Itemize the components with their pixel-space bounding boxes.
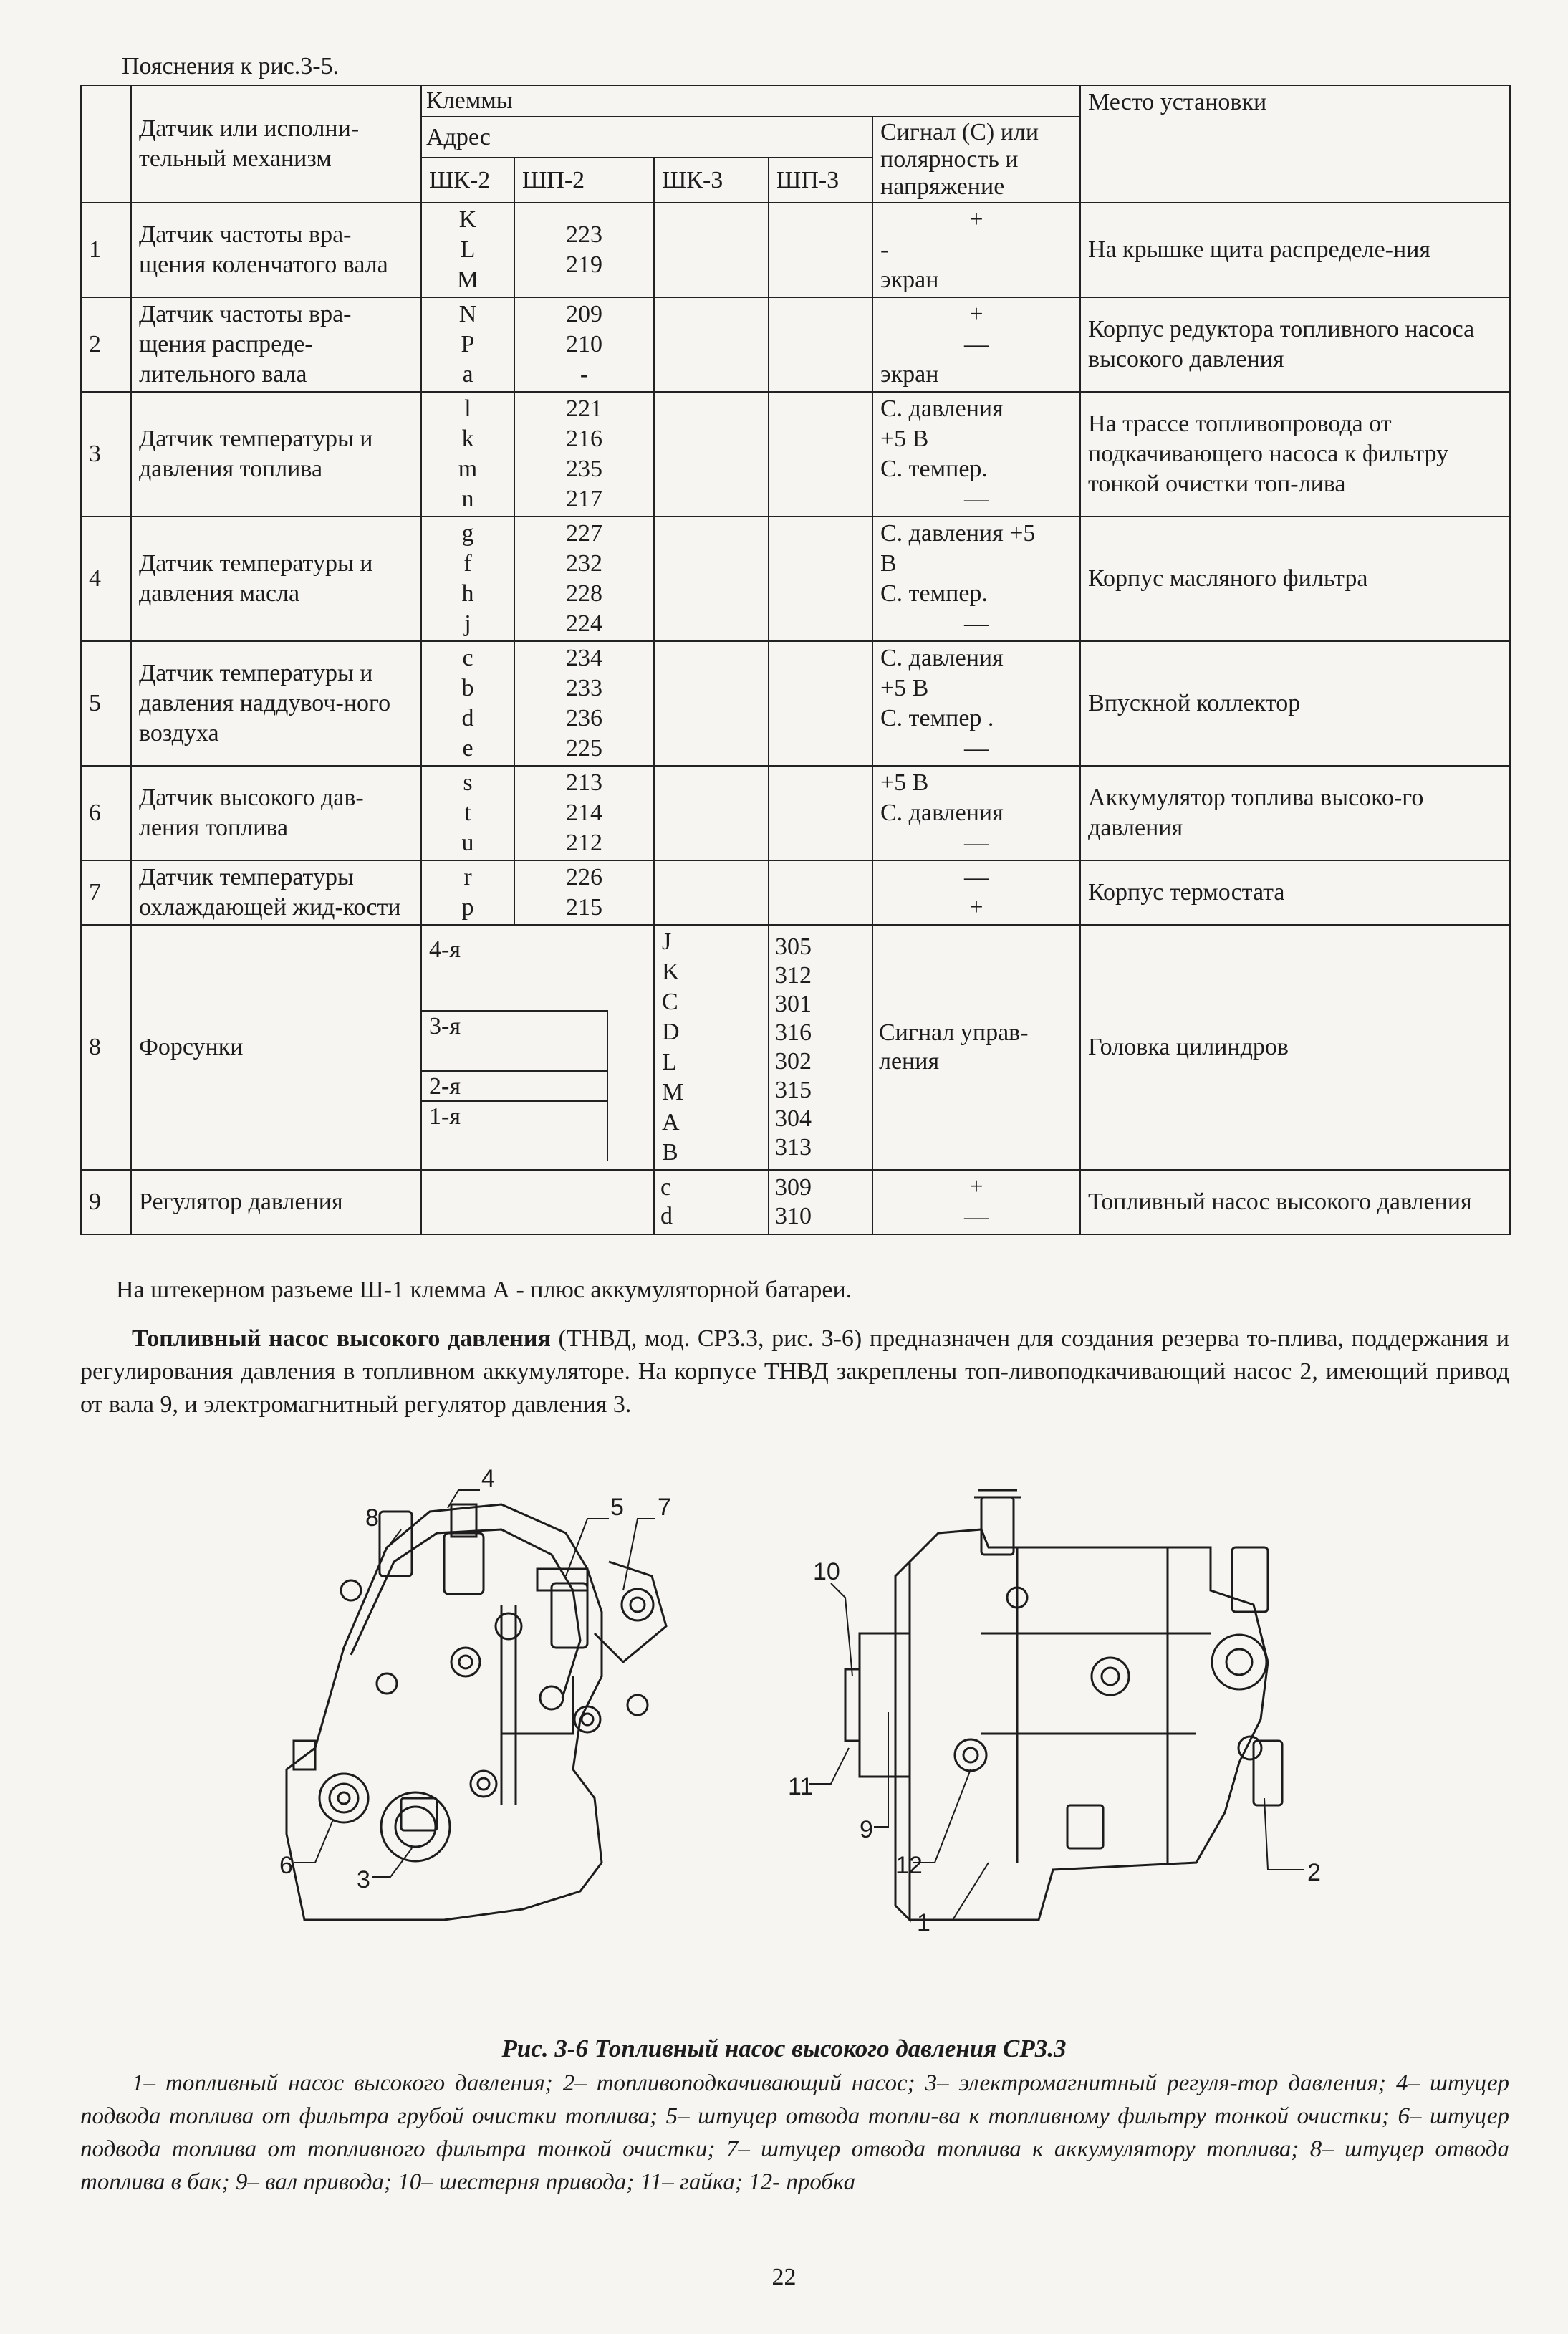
row-shk3-line: D (662, 1019, 680, 1045)
row-device: Датчик высокого дав-ления топлива (131, 766, 421, 860)
row-shp2-line: 224 (566, 610, 602, 637)
row-shk2-line: p (461, 894, 474, 921)
connector-note: На штекерном разъеме Ш-1 клемма А - плюс аккумуляторной батареи. (116, 1277, 852, 1303)
row-shk2-line: r (463, 864, 472, 890)
row-shp3-line: 312 (775, 962, 812, 989)
row-shk2 (421, 1170, 654, 1234)
row-shp3 (769, 641, 872, 766)
row-device: Регулятор давления (131, 1170, 421, 1234)
figure-label-9: 9 (860, 1816, 873, 1843)
row-shk2-line: d (461, 705, 474, 731)
row-signal-line: В (880, 550, 897, 577)
figure-label-8: 8 (365, 1504, 379, 1532)
row-shk2-line: u (461, 830, 474, 856)
row-shk3 (654, 392, 769, 517)
row-shp3 (769, 517, 872, 641)
row-signal (872, 392, 1080, 517)
row-shp2-line: 223 (566, 221, 602, 248)
row-signal-line: — (964, 331, 989, 357)
row-signal-line: +5 В (880, 675, 929, 701)
row-signal-line: С. давления +5 (880, 520, 1036, 547)
row-shp2-line: 225 (566, 735, 602, 762)
row-device: Датчик частоты вра-щения коленчатого вала (131, 203, 421, 297)
row-signal (872, 641, 1080, 766)
row-shk3-line: A (662, 1109, 680, 1135)
row-shp2-line: 221 (566, 395, 602, 422)
row-signal: Сигнал управ-ления (872, 925, 1080, 1170)
row-shp2 (514, 297, 654, 392)
row-location: Головка цилиндров (1080, 925, 1510, 1170)
row-shk3 (654, 1170, 769, 1234)
row-shk3-line: K (662, 959, 680, 985)
row-shk2-line: a (462, 361, 473, 388)
row-shp2 (514, 860, 654, 925)
row-shp3 (769, 925, 872, 1170)
row-signal-line: - (880, 236, 889, 263)
row-shk2 (421, 641, 514, 766)
row-shk2-line: j (464, 610, 471, 637)
row-shk2-line: m (458, 456, 478, 482)
row-shp3 (769, 203, 872, 297)
row-location: Корпус редуктора топливного насоса высокого давления (1080, 297, 1510, 392)
row-signal (872, 766, 1080, 860)
row-shk2-line: e (462, 735, 473, 762)
row-shp3 (769, 1170, 872, 1234)
table-row (81, 860, 1510, 925)
row-shk2-line: h (461, 580, 474, 607)
row-shk3-line: c (660, 1174, 672, 1201)
row-shk3-line: B (662, 1139, 678, 1166)
sensor-table (80, 85, 1511, 1235)
row-location: Топливный насос высокого давления (1080, 1170, 1510, 1234)
table-row (81, 203, 1510, 297)
table-row (81, 641, 1510, 766)
row-shk3 (654, 297, 769, 392)
row-shp2-line: 216 (566, 426, 602, 452)
row-shk2-line: K (458, 206, 477, 233)
row-shk3-line: C (662, 989, 678, 1015)
row-shp2-line: 228 (566, 580, 602, 607)
figure-label-7: 7 (658, 1494, 671, 1521)
row-signal-line: — (964, 830, 989, 856)
row-shp2-line: 235 (566, 456, 602, 482)
row-shp3-line: 310 (775, 1203, 812, 1229)
figure-label-2: 2 (1307, 1859, 1321, 1886)
row-signal (872, 1170, 1080, 1234)
pump-description-rest: (ТНВД, мод. СР3.3, рис. 3-6) предназначен для создания резерва то-плива, поддержания и регулирования давления в топливном аккумуляторе. На корпусе ТНВД закреплены топ-ливоподкачивающий насос 2, имеющий привод от вала 9, и электромагнитный регулятор давления 3. (80, 1325, 1509, 1418)
row-shk2-line: k (461, 426, 474, 452)
figure-label-4: 4 (481, 1465, 495, 1492)
row-signal-line: — (964, 1204, 989, 1230)
row-shp3-line: 305 (775, 933, 812, 960)
row-shp3-line: 309 (775, 1174, 812, 1201)
row-shp2 (514, 392, 654, 517)
row-location: На крышке щита распределе-ния (1080, 203, 1510, 297)
header-address: Адрес (421, 117, 872, 158)
row-signal-line: — (964, 864, 989, 890)
row-shp3-line: 316 (775, 1019, 812, 1046)
row-shp3-line: 302 (775, 1048, 812, 1075)
row-shk3-line: J (662, 928, 672, 955)
header-device: Датчик или исполни-тельный механизм (131, 85, 421, 203)
row-shk2-line: b (461, 675, 474, 701)
row-num: 3 (81, 392, 131, 517)
pump-front-view (287, 1490, 666, 1920)
row-shk2-line: L (460, 236, 476, 263)
row-device: Форсунки (131, 925, 421, 1170)
header-shk3: ШК-3 (654, 158, 769, 203)
row-signal (872, 297, 1080, 392)
row-signal-line: + (969, 206, 983, 233)
row-signal-line: + (969, 301, 983, 327)
row-signal-line: + (969, 1173, 983, 1200)
row-signal-line: — (964, 486, 989, 512)
row-shk2-line: c (462, 645, 473, 671)
row-shp2-line: 214 (566, 799, 602, 826)
row-num: 1 (81, 203, 131, 297)
row-shp2 (514, 641, 654, 766)
row-shk3 (654, 641, 769, 766)
row-shp2 (514, 766, 654, 860)
row-shk2 (421, 860, 514, 925)
pump-side-view (809, 1490, 1304, 1920)
row-shp2 (514, 203, 654, 297)
row-shp2-line: 210 (566, 331, 602, 357)
row-shk2-line: t (464, 799, 471, 826)
row-shk3-line: d (660, 1203, 673, 1229)
row-shp2-line: 234 (566, 645, 602, 671)
row-shp2-line: 217 (566, 486, 602, 512)
row-location: На трассе топливопровода от подкачивающего насоса к фильтру тонкой очистки топ-лива (1080, 392, 1510, 517)
figure-title: Рис. 3-6 Топливный насос высокого давления СР3.3 (501, 2035, 1067, 2062)
row-device: Датчик частоты вра-щения распреде-лительного вала (131, 297, 421, 392)
row-num: 7 (81, 860, 131, 925)
table-row (81, 517, 1510, 641)
row-signal-line: С. давления (880, 645, 1004, 671)
row-cylinders (421, 925, 654, 1170)
row-location: Аккумулятор топлива высоко-го давления (1080, 766, 1510, 860)
row-shp2 (514, 517, 654, 641)
row-num: 9 (81, 1170, 131, 1234)
cylinder-label: 1-я (422, 1100, 608, 1161)
row-device: Датчик температуры и давления наддувоч-ного воздуха (131, 641, 421, 766)
row-num: 8 (81, 925, 131, 1170)
row-shp3 (769, 860, 872, 925)
header-num (81, 85, 131, 203)
row-shk2-line: l (464, 395, 471, 422)
row-signal-line: С. давления (880, 395, 1004, 422)
row-shp3-line: 315 (775, 1077, 812, 1103)
table-row (81, 925, 1510, 1170)
row-shk3 (654, 925, 769, 1170)
row-signal-line: +5 В (880, 426, 929, 452)
row-signal (872, 203, 1080, 297)
table-row (81, 766, 1510, 860)
row-shk2-line: g (461, 520, 474, 547)
row-shp3 (769, 297, 872, 392)
header-location: Место установки (1080, 85, 1510, 203)
pump-drawing (265, 1461, 1368, 2020)
row-location: Впускной коллектор (1080, 641, 1510, 766)
row-location: Корпус термостата (1080, 860, 1510, 925)
row-shk3 (654, 860, 769, 925)
row-shk2-line: N (458, 301, 477, 327)
row-device: Датчик температуры и давления топлива (131, 392, 421, 517)
row-shk2-line: s (463, 769, 473, 796)
row-shp2-line: 212 (566, 830, 602, 856)
row-shk2 (421, 766, 514, 860)
row-shk2 (421, 517, 514, 641)
row-shk3-line: L (662, 1049, 677, 1075)
row-signal-line: С. темпер . (880, 705, 994, 731)
row-shk2-line: n (461, 486, 474, 512)
figure-label-5: 5 (610, 1494, 624, 1521)
table-caption: Пояснения к рис.3-5. (122, 53, 340, 80)
row-signal-line: экран (880, 266, 939, 293)
row-location: Корпус масляного фильтра (1080, 517, 1510, 641)
row-signal-line: + (969, 894, 983, 921)
table-row (81, 297, 1510, 392)
header-shp2: ШП-2 (514, 158, 654, 203)
row-shk2-line: M (456, 266, 479, 293)
figure-label-1: 1 (917, 1909, 930, 1936)
row-shp2-line: - (579, 361, 589, 388)
figure-label-12: 12 (895, 1852, 923, 1879)
row-shk2-line: P (461, 331, 475, 357)
row-shk2 (421, 392, 514, 517)
figure-label-11: 11 (788, 1773, 814, 1800)
row-signal-line: +5 В (880, 769, 929, 796)
row-signal-line: экран (880, 361, 939, 388)
cylinder-label: 4-я (429, 936, 461, 963)
page-number: 22 (771, 2264, 797, 2290)
header-shk2: ШК-2 (421, 158, 514, 203)
row-shp2-line: 213 (566, 769, 602, 796)
row-shp2-line: 215 (566, 894, 602, 921)
row-shk3-line: M (662, 1079, 684, 1105)
row-shk2 (421, 297, 514, 392)
row-shp3-line: 304 (775, 1105, 812, 1132)
row-num: 2 (81, 297, 131, 392)
cylinder-label: 3-я (422, 1010, 608, 1070)
row-num: 5 (81, 641, 131, 766)
figure-label-3: 3 (357, 1866, 370, 1893)
row-shp2-line: 209 (566, 301, 602, 327)
row-shp2-line: 226 (566, 864, 602, 890)
row-shp2-line: 227 (566, 520, 602, 547)
cylinder-label: 2-я (422, 1070, 608, 1100)
row-shp2-line: 219 (566, 251, 602, 278)
row-signal-line: — (964, 610, 989, 637)
row-shp3 (769, 392, 872, 517)
header-clamps: Клеммы (421, 85, 1080, 117)
row-device: Датчик температуры охлаждающей жид-кости (131, 860, 421, 925)
row-signal-line: С. темпер. (880, 456, 988, 482)
row-shk3 (654, 203, 769, 297)
table-row (81, 392, 1510, 517)
figure-label-6: 6 (279, 1852, 293, 1879)
row-shp3-line: 313 (775, 1134, 812, 1161)
figure-legend: 1– топливный насос высокого давления; 2– топливоподкачивающий насос; 3– электромагнитный регуля-тор давления; 4– штуцер подвода топлива от фильтра грубой очистки топлива; 5– штуцер отвода топли-ва к топливному фильтру тонкой очистки; 6– штуцер подвода топлива от топливного фильтра тонкой очистки; 7– штуцер отвода топлива к аккумулятору топлива; 8– штуцер отвода топлива в бак; 9– вал привода; 10– шестерня привода; 11– гайка; 12- пробка (80, 2070, 1509, 2195)
row-num: 4 (81, 517, 131, 641)
row-signal-line: С. темпер. (880, 580, 988, 607)
row-num: 6 (81, 766, 131, 860)
row-shk3 (654, 517, 769, 641)
row-shp3 (769, 766, 872, 860)
pump-description-bold: Топливный насос высокого давления (132, 1325, 551, 1352)
row-shp2-line: 236 (566, 705, 602, 731)
row-shk3 (654, 766, 769, 860)
row-shk2-line: f (463, 550, 472, 577)
row-shp3-line: 301 (775, 991, 812, 1017)
row-signal-line: С. давления (880, 799, 1004, 826)
row-shp2-line: 232 (566, 550, 602, 577)
row-signal-line: — (964, 735, 989, 762)
header-shp3: ШП-3 (769, 158, 872, 203)
table-row (81, 1170, 1510, 1234)
figure-label-10: 10 (813, 1558, 840, 1585)
row-shk2 (421, 203, 514, 297)
row-device: Датчик температуры и давления масла (131, 517, 421, 641)
row-shp2-line: 233 (566, 675, 602, 701)
row-signal (872, 517, 1080, 641)
pump-description (80, 1322, 1509, 1421)
header-signal: Сигнал (С) или полярность и напряжение (872, 117, 1080, 203)
row-signal (872, 860, 1080, 925)
